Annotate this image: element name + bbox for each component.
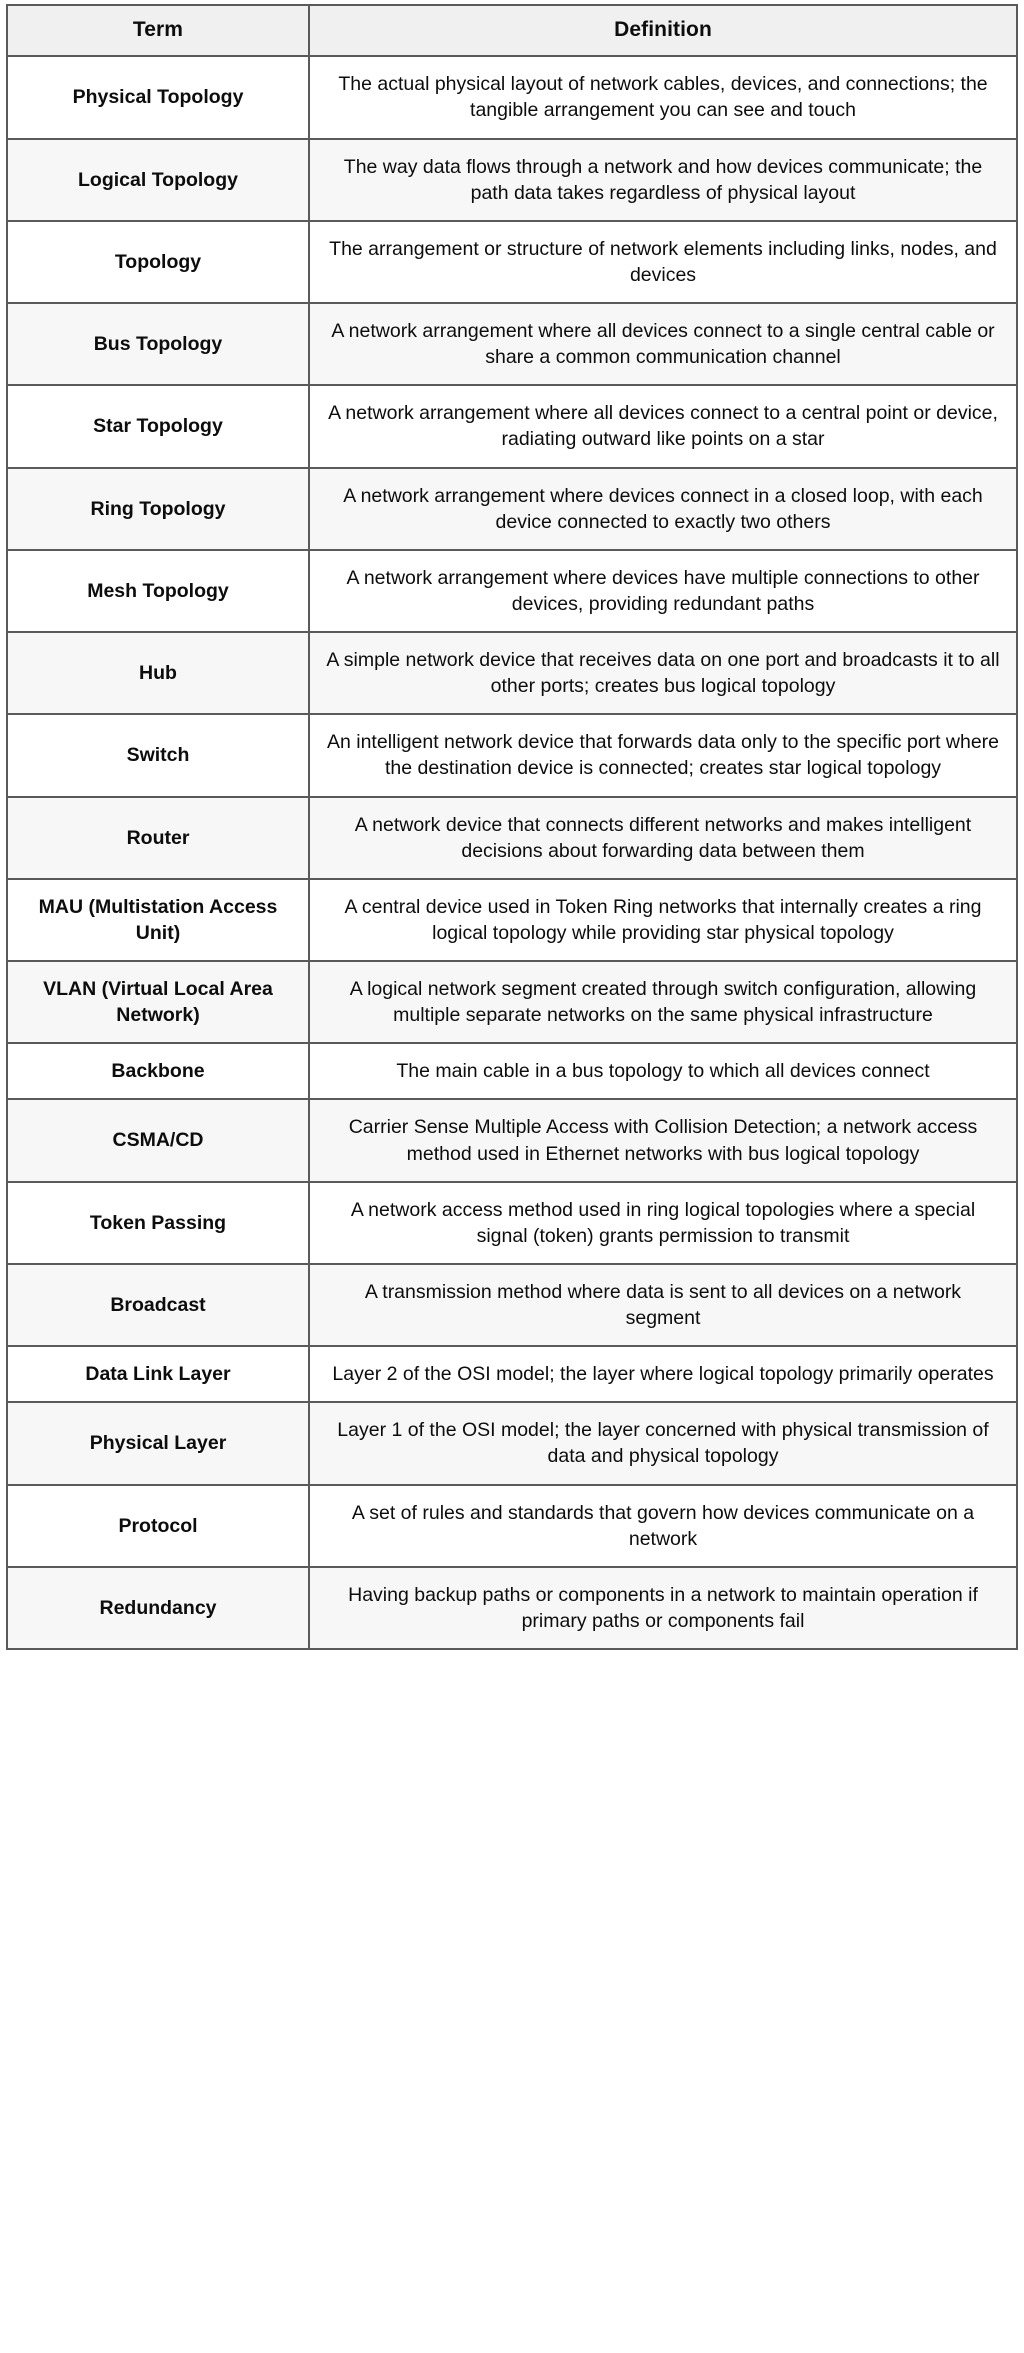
term-cell: Ring Topology <box>7 468 309 550</box>
term-cell: Redundancy <box>7 1567 309 1649</box>
definition-cell: A network arrangement where devices have multiple connections to other devices, providing redundant paths <box>309 550 1017 632</box>
definition-cell: The actual physical layout of network cables, devices, and connections; the tangible arrangement you can see and touch <box>309 56 1017 138</box>
definition-cell: Layer 1 of the OSI model; the layer concerned with physical transmission of data and physical topology <box>309 1402 1017 1484</box>
definition-cell: An intelligent network device that forwards data only to the specific port where the destination device is connected; creates star logical topology <box>309 714 1017 796</box>
column-header-term: Term <box>7 5 309 56</box>
table-row <box>7 385 1017 467</box>
definition-cell: A logical network segment created through switch configuration, allowing multiple separate networks on the same physical infrastructure <box>309 961 1017 1043</box>
term-cell: Router <box>7 797 309 879</box>
term-cell: Switch <box>7 714 309 796</box>
definition-cell: A set of rules and standards that govern how devices communicate on a network <box>309 1485 1017 1567</box>
table-header-row <box>7 5 1017 56</box>
table-row <box>7 714 1017 796</box>
networking-glossary-table <box>6 4 1018 1650</box>
term-cell: Mesh Topology <box>7 550 309 632</box>
term-cell: CSMA/CD <box>7 1099 309 1181</box>
table-row <box>7 1567 1017 1649</box>
table-row <box>7 56 1017 138</box>
term-cell: VLAN (Virtual Local Area Network) <box>7 961 309 1043</box>
term-cell: Data Link Layer <box>7 1346 309 1402</box>
table-header <box>7 5 1017 56</box>
definition-cell: A network access method used in ring logical topologies where a special signal (token) grants permission to transmit <box>309 1182 1017 1264</box>
term-cell: Physical Topology <box>7 56 309 138</box>
term-cell: Bus Topology <box>7 303 309 385</box>
table-row <box>7 1182 1017 1264</box>
definition-cell: Carrier Sense Multiple Access with Collision Detection; a network access method used in Ethernet networks with bus logical topology <box>309 1099 1017 1181</box>
table-row <box>7 468 1017 550</box>
term-cell: Hub <box>7 632 309 714</box>
table-row <box>7 1099 1017 1181</box>
table-row <box>7 1346 1017 1402</box>
term-cell: Physical Layer <box>7 1402 309 1484</box>
term-cell: MAU (Multistation Access Unit) <box>7 879 309 961</box>
term-cell: Backbone <box>7 1043 309 1099</box>
table-row <box>7 1043 1017 1099</box>
term-cell: Token Passing <box>7 1182 309 1264</box>
definition-cell: A simple network device that receives data on one port and broadcasts it to all other ports; creates bus logical topology <box>309 632 1017 714</box>
column-header-definition: Definition <box>309 5 1017 56</box>
definition-cell: Having backup paths or components in a network to maintain operation if primary paths or components fail <box>309 1567 1017 1649</box>
definition-cell: A central device used in Token Ring networks that internally creates a ring logical topology while providing star physical topology <box>309 879 1017 961</box>
table-row <box>7 139 1017 221</box>
table-row <box>7 1485 1017 1567</box>
term-cell: Topology <box>7 221 309 303</box>
table-row <box>7 879 1017 961</box>
table-row <box>7 797 1017 879</box>
table-row <box>7 221 1017 303</box>
table-body <box>7 56 1017 1649</box>
term-cell: Broadcast <box>7 1264 309 1346</box>
definition-cell: A transmission method where data is sent to all devices on a network segment <box>309 1264 1017 1346</box>
definition-cell: A network arrangement where all devices connect to a single central cable or share a common communication channel <box>309 303 1017 385</box>
definition-cell: A network arrangement where all devices connect to a central point or device, radiating outward like points on a star <box>309 385 1017 467</box>
table-row <box>7 632 1017 714</box>
table-row <box>7 303 1017 385</box>
definition-cell: Layer 2 of the OSI model; the layer where logical topology primarily operates <box>309 1346 1017 1402</box>
definition-cell: The way data flows through a network and how devices communicate; the path data takes regardless of physical layout <box>309 139 1017 221</box>
table-row <box>7 961 1017 1043</box>
table-row <box>7 1402 1017 1484</box>
table-row <box>7 550 1017 632</box>
definition-cell: The arrangement or structure of network elements including links, nodes, and devices <box>309 221 1017 303</box>
definition-cell: The main cable in a bus topology to which all devices connect <box>309 1043 1017 1099</box>
term-cell: Logical Topology <box>7 139 309 221</box>
term-cell: Star Topology <box>7 385 309 467</box>
table-row <box>7 1264 1017 1346</box>
definition-cell: A network device that connects different networks and makes intelligent decisions about forwarding data between them <box>309 797 1017 879</box>
term-cell: Protocol <box>7 1485 309 1567</box>
definition-cell: A network arrangement where devices connect in a closed loop, with each device connected to exactly two others <box>309 468 1017 550</box>
